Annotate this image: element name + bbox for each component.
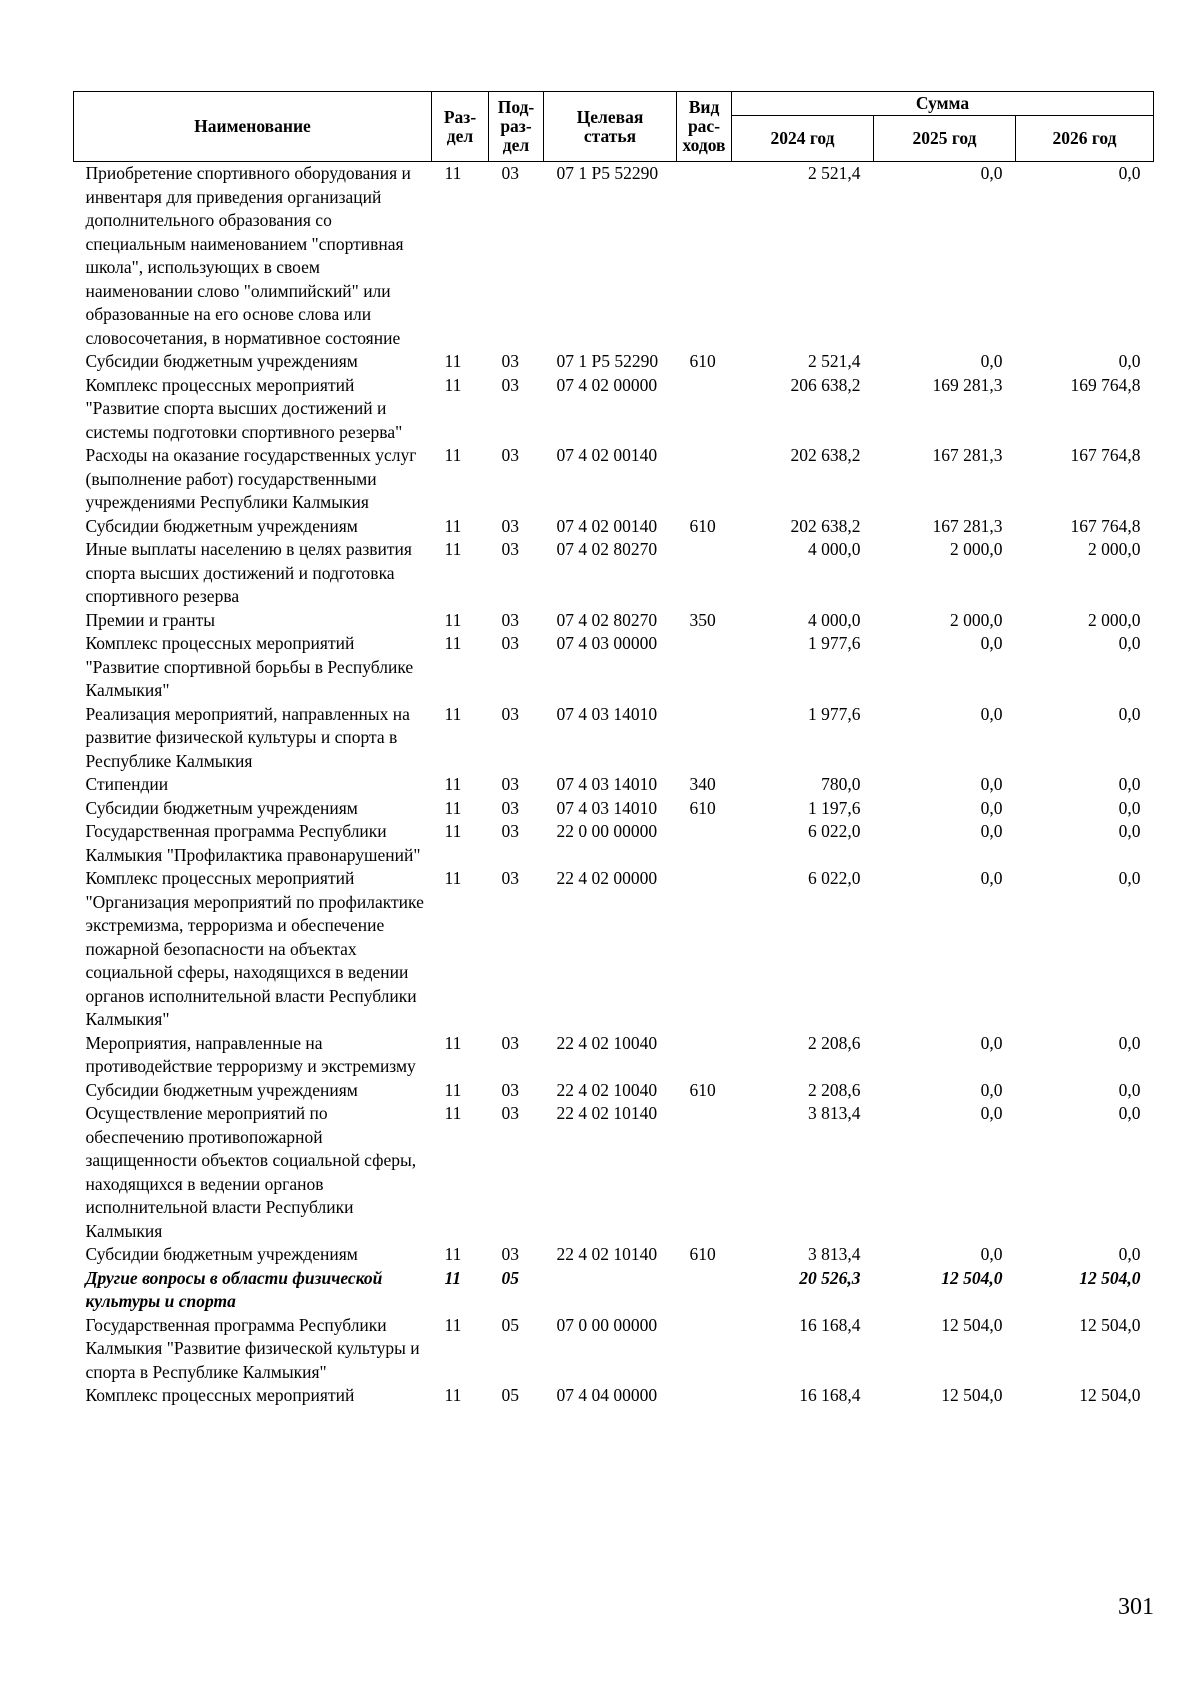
cell-razdel: 11: [444, 1267, 462, 1288]
cell-vid-raskhodov: [677, 1314, 732, 1385]
cell-amount-2024: 2 521,4: [808, 163, 861, 183]
cell-amount-2025: 0,0: [980, 1079, 1003, 1100]
cell-name: Субсидии бюджетным учреждениям: [85, 515, 358, 536]
cell-vid-raskhodov: 610: [689, 797, 716, 818]
cell-podrazdel: 03: [501, 797, 519, 818]
cell-razdel: 11: [444, 821, 462, 841]
cell-amount-2025: 0,0: [980, 1244, 1003, 1264]
cell-razdel: 11: [444, 1103, 462, 1123]
cell-celevaya-statya: 07 4 02 80270: [556, 539, 658, 559]
cell-amount-2025: 0,0: [980, 351, 1003, 371]
cell-amount-2026: 0,0: [1118, 797, 1141, 818]
cell-celevaya-statya: 22 4 02 10140: [556, 1103, 658, 1123]
cell-amount-2026: 0,0: [1118, 351, 1141, 371]
budget-table: [73, 91, 1154, 1408]
cell-amount-2026: 0,0: [1118, 1032, 1141, 1053]
cell-vid-raskhodov: 350: [689, 609, 716, 630]
cell-name: Комплекс процессных мероприятий "Развитие спорта высших достижений и системы подготовки спортивного резерва": [85, 374, 403, 442]
header-summa: Сумма: [732, 92, 1154, 116]
cell-podrazdel: 05: [501, 1314, 519, 1335]
cell-amount-2026: 0,0: [1118, 1103, 1141, 1123]
cell-razdel: 11: [444, 703, 462, 724]
cell-amount-2026: 0,0: [1118, 1079, 1141, 1100]
cell-amount-2025: 2 000,0: [950, 539, 1003, 559]
table-row: [74, 162, 1154, 351]
table-row: [74, 444, 1154, 515]
table-row: [74, 867, 1154, 1032]
cell-amount-2024: 2 521,4: [808, 351, 861, 371]
cell-amount-2024: 2 208,6: [808, 1079, 861, 1100]
cell-vid-raskhodov: [677, 632, 732, 703]
cell-razdel: 11: [444, 774, 462, 794]
cell-amount-2025: 12 504,0: [941, 1267, 1003, 1288]
cell-razdel: 11: [444, 868, 462, 888]
cell-amount-2024: 16 168,4: [799, 1314, 861, 1335]
cell-podrazdel: 03: [501, 1244, 519, 1264]
table-row: [74, 350, 1154, 374]
table-body: [74, 162, 1154, 1408]
cell-celevaya-statya: 07 4 02 00000: [556, 374, 658, 395]
cell-amount-2025: 12 504,0: [941, 1385, 1003, 1405]
cell-amount-2024: 6 022,0: [808, 868, 861, 888]
cell-amount-2026: 0,0: [1118, 633, 1141, 653]
page-number: 301: [1118, 1594, 1154, 1620]
cell-amount-2025: 0,0: [980, 797, 1003, 818]
cell-celevaya-statya: 07 1 P5 52290: [556, 163, 659, 183]
cell-amount-2026: 12 504,0: [1079, 1267, 1141, 1288]
cell-amount-2025: 0,0: [980, 1032, 1003, 1053]
cell-amount-2024: 3 813,4: [808, 1244, 861, 1264]
cell-amount-2026: 167 764,8: [1070, 445, 1141, 465]
cell-razdel: 11: [444, 374, 462, 395]
cell-celevaya-statya: 22 4 02 10040: [556, 1032, 658, 1053]
cell-vid-raskhodov: 610: [689, 515, 716, 536]
cell-podrazdel: 05: [501, 1267, 519, 1288]
cell-amount-2025: 12 504,0: [941, 1314, 1003, 1335]
header-year-2026: 2026 год: [1016, 116, 1154, 162]
cell-amount-2024: 780,0: [821, 774, 861, 794]
cell-podrazdel: 03: [501, 1079, 519, 1100]
table-row: [74, 374, 1154, 445]
cell-amount-2025: 169 281,3: [932, 374, 1003, 395]
cell-amount-2024: 1 977,6: [808, 633, 861, 653]
cell-name: Стипендии: [85, 774, 169, 794]
cell-amount-2024: 3 813,4: [808, 1103, 861, 1123]
cell-vid-raskhodov: [677, 1102, 732, 1243]
cell-amount-2025: 0,0: [980, 1103, 1003, 1123]
cell-razdel: 11: [444, 351, 462, 371]
cell-name: Расходы на оказание государственных услуг (выполнение работ) государственными учреждениями Республики Калмыкия: [85, 445, 417, 512]
cell-name: Реализация мероприятий, направленных на развитие физической культуры и спорта в Республике Калмыкия: [85, 703, 410, 771]
cell-vid-raskhodov: [677, 703, 732, 774]
cell-amount-2026: 0,0: [1118, 821, 1141, 841]
cell-celevaya-statya: 07 1 P5 52290: [556, 351, 659, 371]
cell-amount-2026: 2 000,0: [1088, 539, 1141, 559]
cell-amount-2025: 0,0: [980, 868, 1003, 888]
cell-podrazdel: 03: [501, 445, 519, 465]
cell-podrazdel: 03: [501, 1103, 519, 1123]
cell-podrazdel: 03: [501, 374, 519, 395]
cell-name: Государственная программа Республики Калмыкия "Развитие физической культуры и спорта в Республике Калмыкия": [85, 1314, 420, 1382]
cell-amount-2024: 202 638,2: [790, 515, 861, 536]
cell-podrazdel: 03: [501, 1032, 519, 1053]
cell-razdel: 11: [444, 633, 462, 653]
table-row: [74, 1267, 1154, 1314]
cell-celevaya-statya: 22 0 00 00000: [556, 821, 658, 841]
cell-name: Другие вопросы в области физической культуры и спорта: [85, 1267, 383, 1311]
cell-razdel: 11: [444, 609, 462, 630]
header-year-2024: 2024 год: [732, 116, 874, 162]
cell-razdel: 11: [444, 797, 462, 818]
cell-amount-2025: 167 281,3: [932, 515, 1003, 536]
table-row: [74, 1314, 1154, 1385]
header-celevaya-statya: Целевая статья: [544, 92, 677, 162]
cell-celevaya-statya: 22 4 02 10140: [556, 1244, 658, 1264]
table-row: [74, 1243, 1154, 1267]
cell-amount-2024: 6 022,0: [808, 821, 861, 841]
cell-amount-2026: 0,0: [1118, 703, 1141, 724]
header-vid-raskhodov: Вид рас- ходов: [677, 92, 732, 162]
cell-podrazdel: 05: [501, 1385, 519, 1405]
cell-name: Комплекс процессных мероприятий "Развитие спортивной борьбы в Республике Калмыкия": [85, 633, 414, 700]
cell-amount-2026: 0,0: [1118, 868, 1141, 888]
table-row: [74, 1102, 1154, 1243]
table-row: [74, 609, 1154, 633]
header-podrazdel: Под- раз- дел: [489, 92, 544, 162]
cell-amount-2025: 0,0: [980, 163, 1003, 183]
table-row: [74, 1032, 1154, 1079]
table-row: [74, 797, 1154, 821]
cell-celevaya-statya: 07 4 02 00140: [556, 445, 658, 465]
table-row: [74, 515, 1154, 539]
cell-celevaya-statya: 22 4 02 00000: [556, 868, 658, 888]
cell-podrazdel: 03: [501, 868, 519, 888]
table-row: [74, 538, 1154, 609]
cell-podrazdel: 03: [501, 609, 519, 630]
cell-celevaya-statya: 07 4 04 00000: [556, 1385, 658, 1405]
cell-amount-2026: 2 000,0: [1088, 609, 1141, 630]
cell-celevaya-statya: 07 4 03 00000: [556, 633, 658, 653]
cell-razdel: 11: [444, 539, 462, 559]
cell-name: Комплекс процессных мероприятий "Организация мероприятий по профилактике экстремизма, терроризма и обеспечение пожарной безопасности на объектах социальной сферы, находящихся в ведении органов исполнительной власти Республики Калмыкия": [85, 868, 424, 1029]
cell-name: Мероприятия, направленные на противодействие терроризму и экстремизму: [85, 1032, 416, 1076]
table-row: [74, 773, 1154, 797]
cell-amount-2026: 169 764,8: [1070, 374, 1141, 395]
cell-amount-2025: 0,0: [980, 633, 1003, 653]
cell-celevaya-statya: 07 4 02 80270: [556, 609, 658, 630]
cell-name: Субсидии бюджетным учреждениям: [85, 797, 358, 818]
cell-vid-raskhodov: 610: [689, 1244, 716, 1264]
cell-podrazdel: 03: [501, 703, 519, 724]
cell-razdel: 11: [444, 1314, 462, 1335]
cell-vid-raskhodov: 340: [689, 774, 716, 794]
cell-amount-2026: 167 764,8: [1070, 515, 1141, 536]
cell-amount-2026: 0,0: [1118, 1244, 1141, 1264]
table-row: [74, 1079, 1154, 1103]
table-header: [74, 92, 1154, 162]
cell-name: Субсидии бюджетным учреждениям: [85, 351, 358, 371]
cell-podrazdel: 03: [501, 351, 519, 371]
cell-razdel: 11: [444, 445, 462, 465]
cell-podrazdel: 03: [501, 539, 519, 559]
cell-amount-2024: 4 000,0: [808, 539, 861, 559]
cell-celevaya-statya: [544, 1267, 677, 1314]
cell-razdel: 11: [444, 515, 462, 536]
cell-amount-2024: 1 977,6: [808, 703, 861, 724]
cell-name: Осуществление мероприятий по обеспечению противопожарной защищенности объектов социальной сферы, находящихся в ведении органов исполнительной власти Республики Калмыкия: [85, 1103, 417, 1241]
cell-name: Комплекс процессных мероприятий: [85, 1385, 355, 1405]
cell-razdel: 11: [444, 163, 462, 183]
cell-celevaya-statya: 07 4 03 14010: [556, 774, 658, 794]
header-name: Наименование: [74, 92, 432, 162]
cell-amount-2025: 0,0: [980, 821, 1003, 841]
cell-amount-2025: 2 000,0: [950, 609, 1003, 630]
cell-vid-raskhodov: [677, 538, 732, 609]
cell-amount-2024: 206 638,2: [790, 374, 861, 395]
cell-celevaya-statya: 07 4 03 14010: [556, 797, 658, 818]
cell-name: Приобретение спортивного оборудования и инвентаря для приведения организаций дополнительного образования со специальным наименованием "спортивная школа", использующих в своем наименовании слово "олимпийский" или образованные на его основе слова или словосочетания, в нормативное состояние: [85, 163, 411, 348]
cell-celevaya-statya: 07 4 03 14010: [556, 703, 658, 724]
cell-name: Иные выплаты населению в целях развития спорта высших достижений и подготовка спортивного резерва: [85, 539, 412, 606]
cell-podrazdel: 03: [501, 774, 519, 794]
cell-podrazdel: 03: [501, 163, 519, 183]
cell-amount-2025: 167 281,3: [932, 445, 1003, 465]
cell-name: Государственная программа Республики Калмыкия "Профилактика правонарушений": [85, 821, 421, 865]
cell-vid-raskhodov: [677, 867, 732, 1032]
cell-celevaya-statya: 22 4 02 10040: [556, 1079, 658, 1100]
cell-razdel: 11: [444, 1244, 462, 1264]
cell-amount-2024: 4 000,0: [808, 609, 861, 630]
cell-amount-2026: 0,0: [1118, 163, 1141, 183]
table-row: [74, 820, 1154, 867]
table-row: [74, 703, 1154, 774]
cell-amount-2024: 16 168,4: [799, 1385, 861, 1405]
cell-podrazdel: 03: [501, 633, 519, 653]
cell-celevaya-statya: 07 0 00 00000: [556, 1314, 658, 1335]
cell-amount-2025: 0,0: [980, 774, 1003, 794]
header-razdel: Раз- дел: [432, 92, 489, 162]
table-row: [74, 1384, 1154, 1408]
cell-name: Премии и гранты: [85, 609, 216, 630]
cell-amount-2024: 202 638,2: [790, 445, 861, 465]
cell-name: Субсидии бюджетным учреждениям: [85, 1079, 358, 1100]
cell-vid-raskhodov: [677, 1267, 732, 1314]
header-year-2025: 2025 год: [874, 116, 1016, 162]
cell-celevaya-statya: 07 4 02 00140: [556, 515, 658, 536]
cell-vid-raskhodov: [677, 1384, 732, 1408]
cell-amount-2025: 0,0: [980, 703, 1003, 724]
cell-razdel: 11: [444, 1079, 462, 1100]
cell-amount-2026: 0,0: [1118, 774, 1141, 794]
cell-vid-raskhodov: [677, 162, 732, 351]
cell-vid-raskhodov: 610: [689, 351, 716, 371]
cell-razdel: 11: [444, 1385, 462, 1405]
cell-amount-2024: 20 526,3: [799, 1267, 861, 1288]
cell-amount-2026: 12 504,0: [1079, 1314, 1141, 1335]
cell-podrazdel: 03: [501, 515, 519, 536]
cell-name: Субсидии бюджетным учреждениям: [85, 1244, 358, 1264]
cell-razdel: 11: [444, 1032, 462, 1053]
cell-amount-2024: 1 197,6: [808, 797, 861, 818]
cell-vid-raskhodov: [677, 444, 732, 515]
cell-vid-raskhodov: 610: [689, 1079, 716, 1100]
cell-vid-raskhodov: [677, 1032, 732, 1079]
cell-vid-raskhodov: [677, 374, 732, 445]
document-page: [73, 91, 1153, 1408]
cell-amount-2024: 2 208,6: [808, 1032, 861, 1053]
table-row: [74, 632, 1154, 703]
cell-vid-raskhodov: [677, 820, 732, 867]
cell-podrazdel: 03: [501, 821, 519, 841]
cell-amount-2026: 12 504,0: [1079, 1385, 1141, 1405]
